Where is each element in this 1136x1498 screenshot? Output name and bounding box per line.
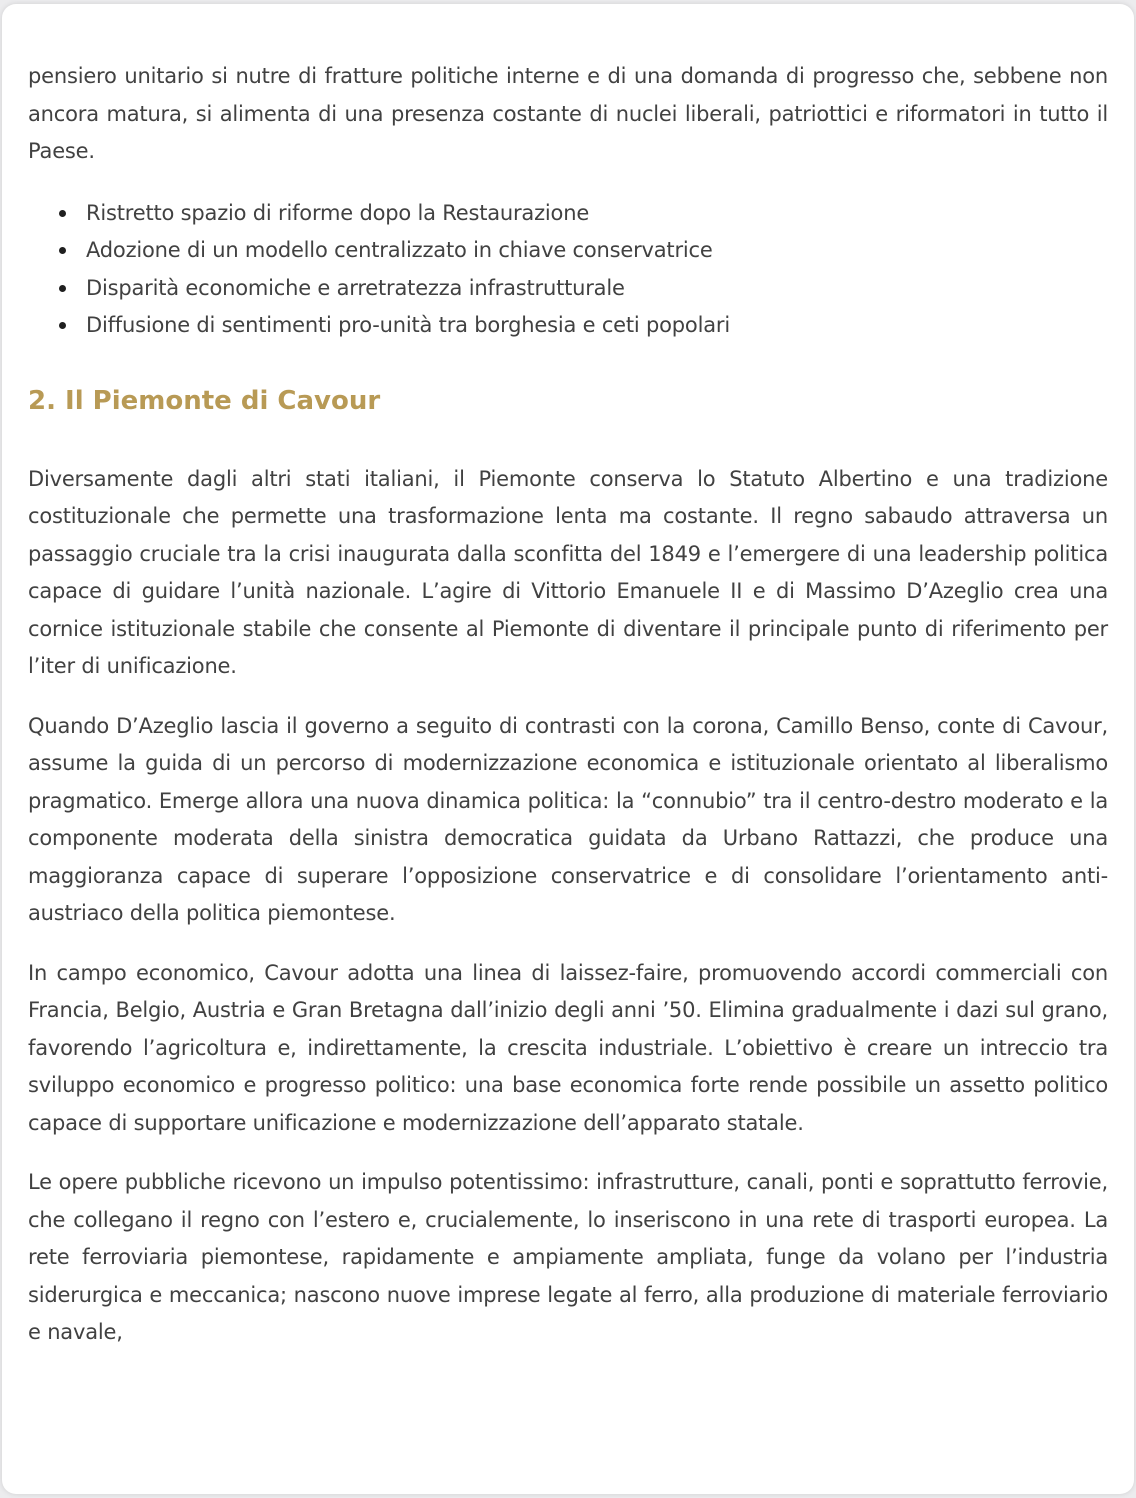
paragraph-economia-laissez-faire: In campo economico, Cavour adotta una linea di laissez-faire, promuovendo accordi commerciali con Francia, Belgio, Austria e Gran Bretagna dall’inizio degli anni ’50. Elimina gradualmente i dazi sul grano, favorendo l’agricoltura e, indirettamente, la crescita industriale. L’obiettivo è creare un intreccio tra sviluppo economico e progresso politico: una base economica forte rende possibile un assetto politico capace di supportare unificazione e modernizzazione dell’apparato statale. (28, 960, 1108, 1135)
bullet-dot-icon (59, 247, 66, 254)
paragraph-piemonte-statuto: Diversamente dagli altri stati italiani, il Piemonte conserva lo Statuto Albertino e una tradizione costituzionale che permette una trasformazione lenta ma costante. Il regno sabaudo attraversa un passaggio cruciale tra la crisi inaugurata dalla sconfitta del 1849 e l’emergere di una leadership politica capace di guidare l’unità nazionale. L’agire di Vittorio Emanuele II e di Massimo D’Azeglio crea una cornice istituzionale stabile che consente al Piemonte di diventare il principale punto di riferimento per l’iter di unificazione. (28, 466, 1108, 678)
list-item (28, 195, 1108, 233)
bullet-dot-icon (59, 285, 66, 292)
bullet-list (28, 195, 1108, 345)
intro-paragraph: pensiero unitario si nutre di fratture politiche interne e di una domanda di progresso che, sebbene non ancora matura, si alimenta di una presenza costante di nuclei liberali, patriottici e riformatori in tutto il Paese. (28, 64, 1108, 163)
section-heading: 2. Il Piemonte di Cavour (28, 385, 381, 416)
bullet-dot-icon (59, 210, 66, 217)
paragraph-cavour-connubio: Quando D’Azeglio lascia il governo a seguito di contrasti con la corona, Camillo Benso, conte di Cavour, assume la guida di un percorso di modernizzazione economica e istituzionale orientato al liberalismo pragmatico. Emerge allora una nuova dinamica politica: la “connubio” tra il centro-destro moderato e la componente moderata della sinistra democratica guidata da Urbano Rattazzi, che produce una maggioranza capace di superare l’opposizione conservatrice e di consolidare l’orientamento anti-austriaco della politica piemontese. (28, 713, 1108, 925)
bullet-dot-icon (59, 322, 66, 329)
list-item-text: Disparità economiche e arretratezza infrastrutturale (86, 275, 625, 300)
list-item-text: Ristretto spazio di riforme dopo la Restaurazione (86, 200, 590, 225)
paragraph-opere-pubbliche: Le opere pubbliche ricevono un impulso potentissimo: infrastrutture, canali, ponti e soprattutto ferrovie, che collegano il regno con l’estero e, crucialemente, lo inseriscono in una rete di trasporti europea. La rete ferroviaria piemontese, rapidamente e ampiamente ampliata, funge da volano per l’industria siderurgica e meccanica; nascono nuove imprese legate al ferro, alla produzione di materiale ferroviario e navale, (28, 1170, 1108, 1344)
list-item (28, 307, 1108, 345)
list-item-text: Adozione di un modello centralizzato in chiave conservatrice (86, 238, 713, 262)
list-item (28, 232, 1108, 270)
list-item-text: Diffusione di sentimenti pro-unità tra borghesia e ceti popolari (86, 313, 730, 337)
document-page (2, 4, 1134, 1494)
list-item (28, 270, 1108, 308)
